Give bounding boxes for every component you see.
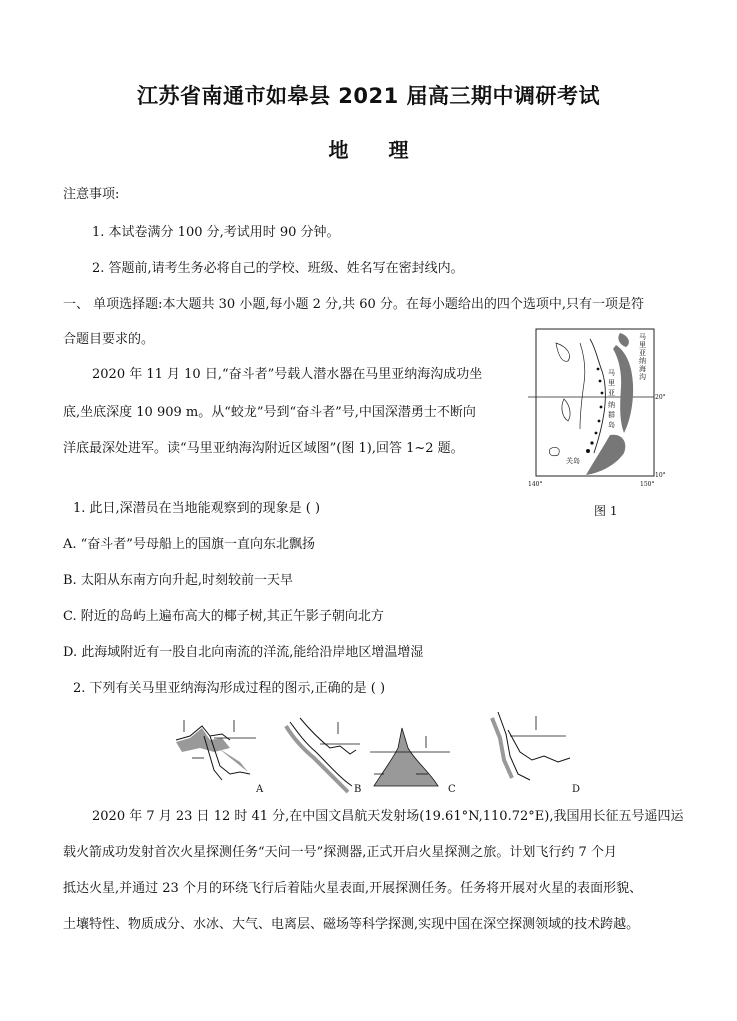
svg-text:C: C [448, 784, 456, 795]
subject-title: 地 理 [328, 138, 409, 162]
q1-option-c: C. 附近的岛屿上遍布高大的椰子树,其正午影子朝向北方 [63, 609, 384, 624]
svg-text:岛: 岛 [608, 421, 615, 429]
diagram-a [176, 720, 264, 795]
trench-label [639, 332, 646, 381]
svg-text:亚: 亚 [639, 349, 646, 357]
section1-line2: 合题目要求的。 [63, 332, 155, 347]
passage1-line1: 2020 年 11 月 10 日,“奋斗者”号载人潜水器在马里亚纳海沟成功坐 [92, 367, 483, 382]
svg-text:里: 里 [639, 341, 646, 349]
q2-stem: 2. 下列有关马里亚纳海沟形成过程的图示,正确的是 ( ) [73, 681, 386, 696]
notes-heading: 注意事项: [63, 187, 120, 202]
svg-text:沟: 沟 [639, 373, 646, 381]
mariana-map [528, 325, 668, 490]
q1-option-d: D. 此海域附近有一股自北向南流的洋流,能给沿岸地区增温增湿 [63, 645, 424, 660]
lon-140-label: 140° [528, 481, 543, 488]
diagram-b [286, 718, 361, 795]
trench-formation-diagrams [170, 708, 590, 798]
passage2-line3: 抵达火星,并通过 23 个月的环绕飞行后着陆火星表面,开展探测任务。任务将开展对火星的表面形貌、 [63, 881, 643, 896]
page-title: 江苏省南通市如皋县 2021 届高三期中调研考试 [136, 84, 601, 108]
q1-stem: 1. 此日,深潜员在当地能观察到的现象是 ( ) [73, 501, 321, 516]
diagram-c [370, 728, 456, 795]
notes-item-1: 1. 本试卷满分 100 分,考试用时 90 分钟。 [92, 225, 340, 240]
lon-150-label: 150° [640, 481, 655, 488]
svg-text:B: B [354, 784, 362, 795]
notes-item-2: 2. 答题前,请考生务必将自己的学校、班级、姓名写在密封线内。 [92, 261, 464, 276]
diagram-d [492, 712, 580, 795]
svg-text:马: 马 [639, 333, 646, 341]
svg-text:马: 马 [608, 369, 615, 377]
passage2-line2: 载火箭成功发射首次火星探测任务“天问一号”探测器,正式开启火星探测之旅。计划飞行约 7 个月 [63, 845, 617, 860]
lat-20-label: 20° [655, 394, 666, 401]
svg-text:纳: 纳 [608, 401, 615, 409]
island-outline-3 [549, 447, 559, 455]
svg-text:群: 群 [608, 411, 615, 419]
svg-text:里: 里 [608, 379, 615, 387]
svg-text:A: A [256, 784, 264, 795]
guam-label: 关岛 [566, 457, 580, 465]
svg-text:D: D [572, 784, 581, 795]
passage1-line2: 底,坐底深度 10 909 m。从“蛟龙”号到“奋斗者”号,中国深潜勇士不断向 [63, 405, 476, 420]
figure-1-caption: 图 1 [594, 504, 618, 518]
passage2-line4: 土壤特性、物质成分、水冰、大气、电离层、磁场等科学探测,实现中国在深空探测领域的技术跨越。 [63, 917, 640, 932]
lat-10-label: 10° [655, 472, 666, 479]
svg-text:海: 海 [639, 365, 646, 373]
q1-option-a: A. “奋斗者”号母船上的国旗一直向东北飘扬 [63, 537, 315, 552]
passage1-line3: 洋底最深处进军。读“马里亚纳海沟附近区域图”(图 1),回答 1~2 题。 [63, 441, 464, 456]
q1-option-b: B. 太阳从东南方向升起,时刻较前一天早 [63, 573, 293, 588]
svg-text:纳: 纳 [639, 357, 646, 365]
passage2-line1: 2020 年 7 月 23 日 12 时 41 分,在中国文昌航天发射场(19.61°N,110.72°E),我国用长征五号遥四运 [92, 809, 684, 824]
svg-text:亚: 亚 [608, 389, 615, 397]
section1-line1: 一、 单项选择题:本大题共 30 小题,每小题 2 分,共 60 分。在每小题给出的四个选项中,只有一项是符 [63, 297, 645, 312]
